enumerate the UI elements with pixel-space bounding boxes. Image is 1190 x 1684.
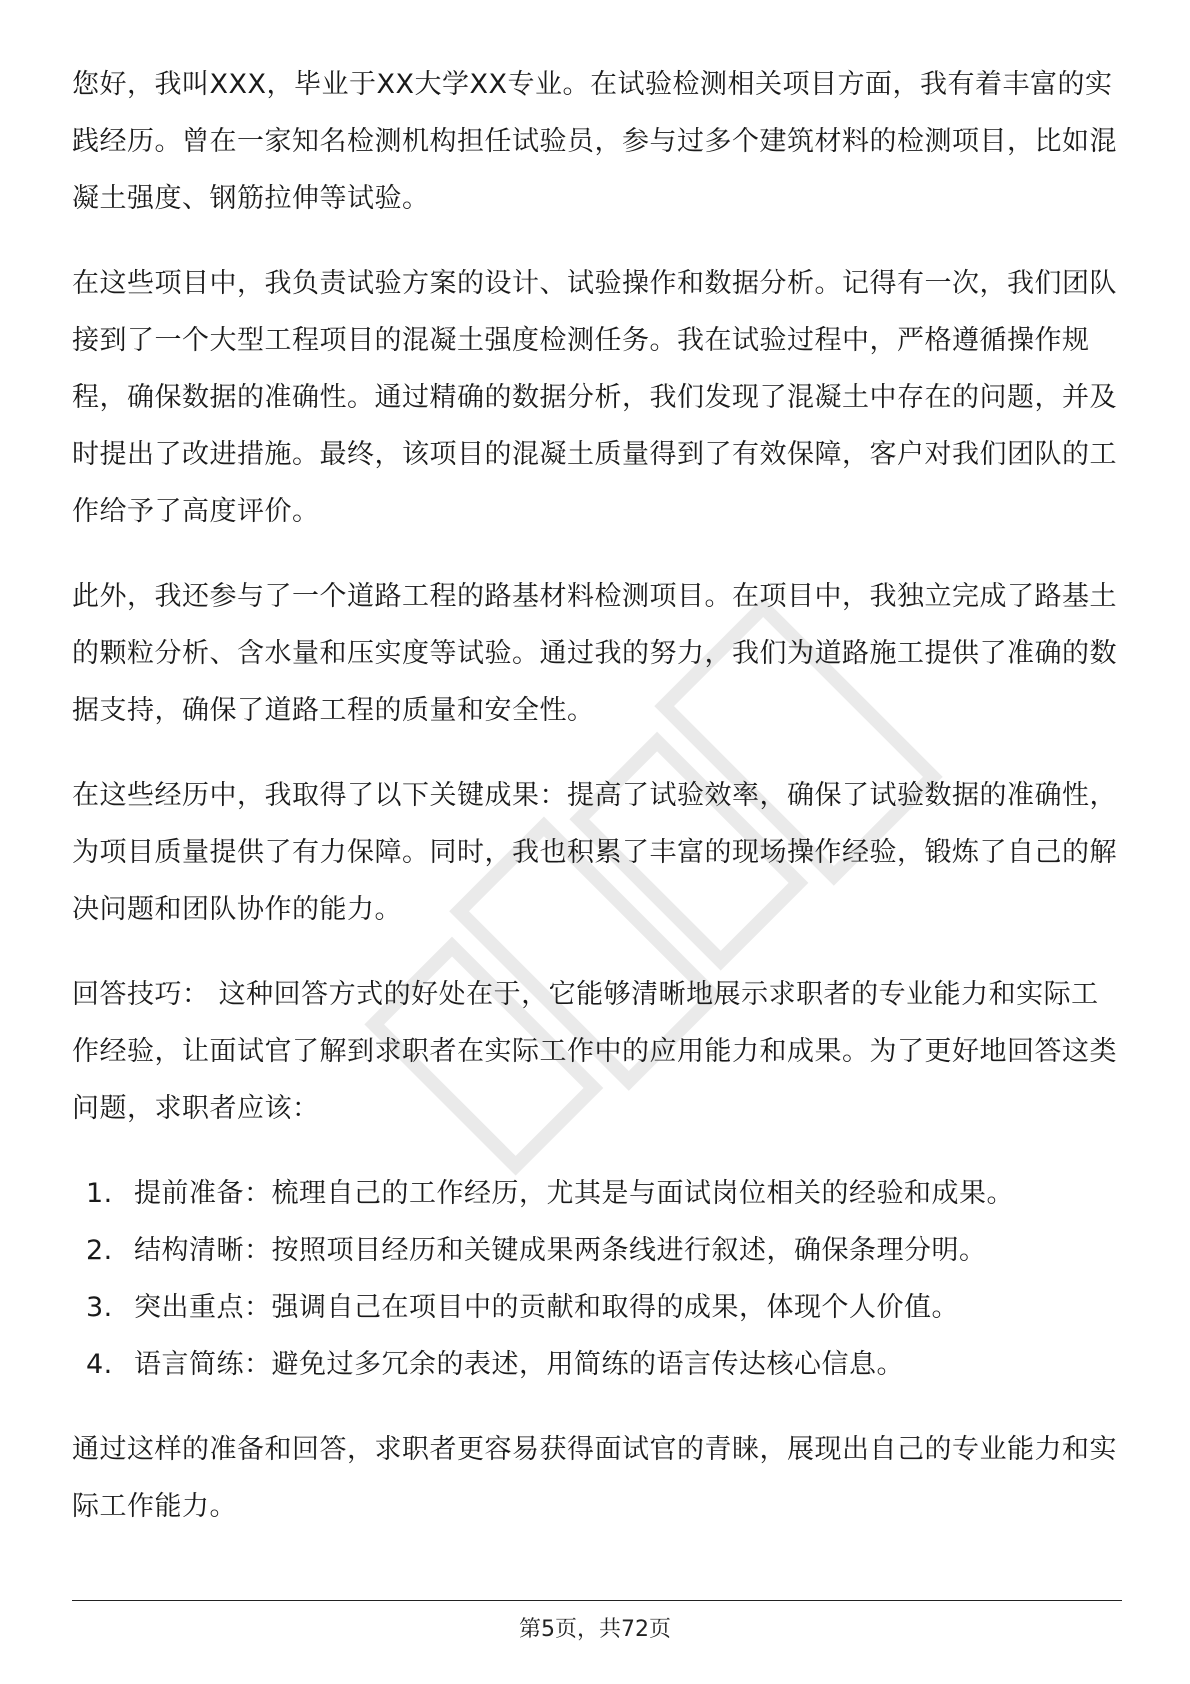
paragraph-key-results: 在这些经历中，我取得了以下关键成果：提高了试验效率，确保了试验数据的准确性，为项目质量提供了有力保障。同时，我也积累了丰富的现场操作经验，锻炼了自己的解决问题和团队协作的能力。 <box>72 780 1117 925</box>
page-number: 第5页，共72页 <box>519 1617 671 1642</box>
list-item-number: 4. <box>86 1349 113 1380</box>
list-item <box>72 1336 1122 1393</box>
list-item-number: 1. <box>86 1178 113 1209</box>
paragraph-answer-tips: 回答技巧： 这种回答方式的好处在于，它能够清晰地展示求职者的专业能力和实际工作经验，让面试官了解到求职者在实际工作中的应用能力和成果。为了更好地回答这类问题，求职者应该： <box>72 979 1117 1124</box>
document-body <box>72 56 1122 1563</box>
tips-list <box>72 1165 1122 1393</box>
list-item-number: 3. <box>86 1292 113 1323</box>
paragraph-project-experience: 在这些项目中，我负责试验方案的设计、试验操作和数据分析。记得有一次，我们团队接到了一个大型工程项目的混凝土强度检测任务。我在试验过程中，严格遵循操作规程，确保数据的准确性。通过精确的数据分析，我们发现了混凝土中存在的问题，并及时提出了改进措施。最终，该项目的混凝土质量得到了有效保障，客户对我们团队的工作给予了高度评价。 <box>72 268 1117 527</box>
list-item <box>72 1222 1122 1279</box>
paragraph-road-project: 此外，我还参与了一个道路工程的路基材料检测项目。在项目中，我独立完成了路基土的颗粒分析、含水量和压实度等试验。通过我的努力，我们为道路施工提供了准确的数据支持，确保了道路工程的质量和安全性。 <box>72 581 1117 726</box>
list-item <box>72 1165 1122 1222</box>
list-item <box>72 1279 1122 1336</box>
footer-divider <box>72 1600 1122 1601</box>
list-item-text: 语言简练：避免过多冗余的表述，用简练的语言传达核心信息。 <box>134 1349 904 1380</box>
list-item-text: 结构清晰：按照项目经历和关键成果两条线进行叙述，确保条理分明。 <box>134 1235 987 1266</box>
paragraph-intro: 您好，我叫XXX，毕业于XX大学XX专业。在试验检测相关项目方面，我有着丰富的实践经历。曾在一家知名检测机构担任试验员，参与过多个建筑材料的检测项目，比如混凝土强度、钢筋拉伸等试验。 <box>72 69 1117 214</box>
list-item-text: 提前准备：梳理自己的工作经历，尤其是与面试岗位相关的经验和成果。 <box>134 1178 1014 1209</box>
list-item-number: 2. <box>86 1235 113 1266</box>
paragraph-closing: 通过这样的准备和回答，求职者更容易获得面试官的青睐，展现出自己的专业能力和实际工作能力。 <box>72 1434 1117 1522</box>
list-item-text: 突出重点：强调自己在项目中的贡献和取得的成果，体现个人价值。 <box>134 1292 959 1323</box>
